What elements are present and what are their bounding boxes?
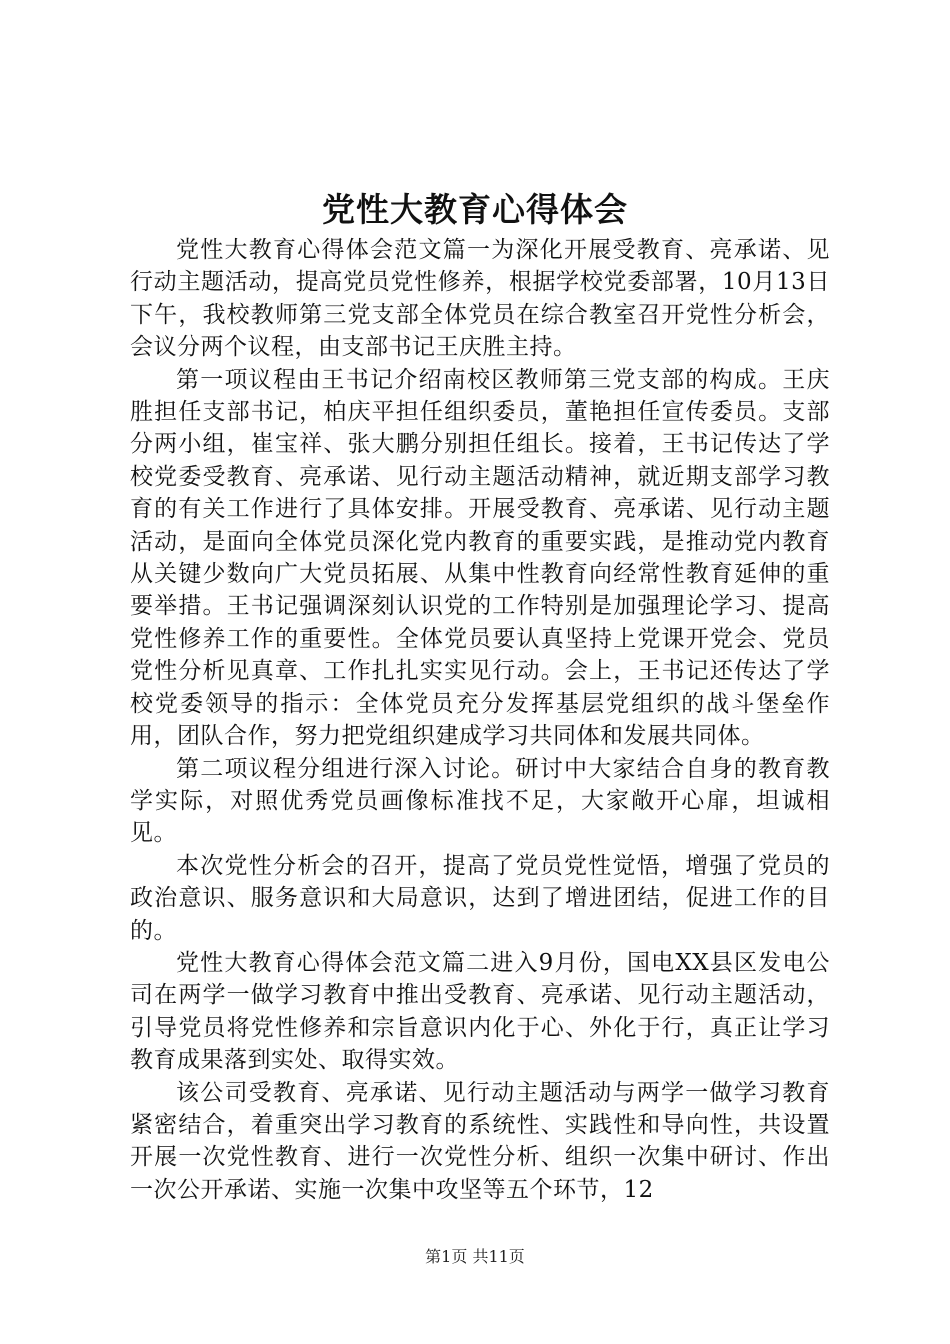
- paragraph-5: 党性大教育心得体会范文篇二进入9月份，国电XX县区发电公司在两学一做学习教育中推出受教育、亮承诺、见行动主题活动，引导党员将党性修养和宗旨意识内化于心、外化于行，真正让学习教育成果落到实处、取得实效。: [130, 949, 830, 1074]
- paragraph-6: 该公司受教育、亮承诺、见行动主题活动与两学一做学习教育紧密结合，着重突出学习教育的系统性、实践性和导向性，共设置开展一次党性教育、进行一次党性分析、组织一次集中研讨、作出一次公开承诺、实施一次集中攻坚等五个环节，12: [130, 1079, 830, 1203]
- document-body: [130, 234, 830, 1206]
- paragraph-4: 本次党性分析会的召开，提高了党员党性觉悟，增强了党员的政治意识、服务意识和大局意识，达到了增进团结，促进工作的目的。: [130, 852, 830, 944]
- document-title: 党性大教育心得体会: [322, 190, 628, 229]
- paragraph-3: 第二项议程分组进行深入讨论。研讨中大家结合自身的教育教学实际，对照优秀党员画像标准找不足，大家敞开心扉，坦诚相见。: [130, 755, 830, 847]
- paragraph-2: 第一项议程由王书记介绍南校区教师第三党支部的构成。王庆胜担任支部书记，柏庆平担任组织委员，董艳担任宣传委员。支部分两小组，崔宝祥、张大鹏分别担任组长。接着，王书记传达了学校党委受教育、亮承诺、见行动主题活动精神，就近期支部学习教育的有关工作进行了具体安排。开展受教育、亮承诺、见行动主题活动，是面向全体党员深化党内教育的重要实践，是推动党内教育从关键少数向广大党员拓展、从集中性教育向经常性教育延伸的重要举措。王书记强调深刻认识党的工作特别是加强理论学习、提高党性修养工作的重要性。全体党员要认真坚持上党课开党会、党员党性分析见真章、工作扎扎实实见行动。会上，王书记还传达了学校党委领导的指示：全体党员充分发挥基层党组织的战斗堡垒作用，团队合作，努力把党组织建成学习共同体和发展共同体。: [130, 366, 830, 750]
- page-number-footer: 第1页 共11页: [425, 1247, 525, 1266]
- paragraph-1: 党性大教育心得体会范文篇一为深化开展受教育、亮承诺、见行动主题活动，提高党员党性修养，根据学校党委部署，10月13日下午，我校教师第三党支部全体党员在综合教室召开党性分析会，会议分两个议程，由支部书记王庆胜主持。: [130, 237, 830, 361]
